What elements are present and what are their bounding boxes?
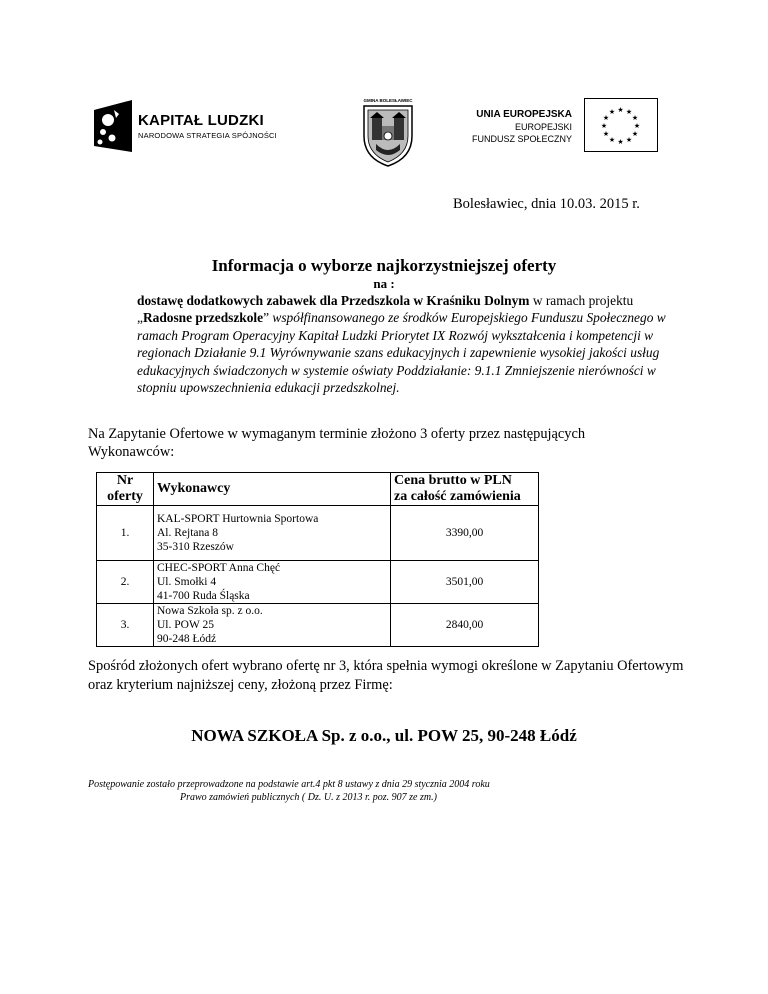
legal-footnote: [88, 778, 688, 804]
eu-fund-label-1: EUROPEJSKI: [514, 122, 572, 132]
header-cena-line2: za całość zamówienia: [394, 489, 521, 504]
svg-text:★: ★: [608, 108, 616, 116]
table-row: [97, 604, 539, 647]
offer-price: 3501,00: [391, 561, 539, 604]
svg-text:★: ★: [617, 138, 624, 146]
svg-text:★: ★: [625, 108, 633, 116]
offer-contractor: [154, 604, 391, 647]
svg-text:★: ★: [608, 136, 616, 144]
svg-text:★: ★: [631, 114, 639, 122]
title-na: na :: [373, 276, 395, 291]
coat-of-arms-icon: [358, 96, 418, 168]
kapital-ludzki-logo: [92, 98, 292, 154]
eu-flag-icon: [584, 98, 658, 152]
footnote-line-1: Postępowanie zostało przeprowadzone na podstawie art.4 pkt 8 ustawy z dnia 29 stycznia 2004 roku: [88, 779, 490, 790]
svg-text:★: ★: [633, 122, 641, 130]
svg-text:★: ★: [625, 136, 633, 144]
table-row: [97, 506, 539, 561]
header-nr-line2: oferty: [107, 489, 143, 504]
offer-price: 3390,00: [391, 506, 539, 561]
description-subject: dostawę dodatkowych zabawek dla Przedszkola w Kraśniku Dolnym: [137, 293, 530, 308]
contractor-line: 35-310 Rzeszów: [157, 541, 234, 553]
result-paragraph: Spośród złożonych ofert wybrano ofertę nr 3, która spełnia wymogi określone w Zapytaniu Ofertowym oraz kryterium najniższej ceny, złożoną przez Firmę:: [88, 658, 684, 693]
footnote-line-2: Prawo zamówień publicznych ( Dz. U. z 2013 r. poz. 907 ze zm.): [180, 792, 437, 803]
offer-contractor: [154, 506, 391, 561]
contractor-line: Ul. POW 25: [157, 619, 214, 631]
header-cena: [391, 473, 539, 506]
description-text-1: w ramach projektu „: [137, 293, 634, 326]
description-paragraph: [137, 292, 677, 396]
svg-text:★: ★: [631, 130, 639, 138]
header-nr-line1: Nr: [116, 473, 134, 488]
header-wykonawcy: Wykonawcy: [154, 473, 391, 506]
table-header-row: [97, 473, 539, 506]
svg-text:★: ★: [600, 122, 608, 130]
contractor-line: Ul. Smołki 4: [157, 576, 217, 588]
svg-text:★: ★: [602, 114, 610, 122]
gmina-crest-logo: [358, 96, 418, 168]
date-line: Bolesławiec, dnia 10.03. 2015 r.: [453, 196, 640, 212]
offers-table: [96, 472, 539, 647]
description-text-2: ”: [263, 310, 273, 326]
eu-text-block: [460, 108, 572, 145]
offer-nr: 3.: [97, 604, 154, 647]
contractor-line: CHEC-SPORT Anna Chęć: [157, 562, 281, 574]
document-title: Informacja o wyborze najkorzystniejszej oferty: [211, 256, 557, 275]
eu-stars-icon: [585, 99, 656, 150]
offer-nr: 2.: [97, 561, 154, 604]
contractor-line: 90-248 Łódź: [157, 633, 217, 645]
table-row: [97, 561, 539, 604]
offer-contractor: [154, 561, 391, 604]
svg-text:★: ★: [617, 106, 624, 114]
contractor-line: KAL-SPORT Hurtownia Sportowa: [157, 513, 319, 525]
intro-paragraph: Na Zapytanie Ofertowe w wymaganym terminie złożono 3 oferty przez następujących Wykonawców:: [88, 426, 586, 460]
eu-union-label: UNIA EUROPEJSKA: [476, 109, 572, 120]
kapital-ludzki-title: KAPITAŁ LUDZKI: [138, 112, 264, 129]
header-nr: [97, 473, 154, 506]
crest-label: GMINA BOLESŁAWIEC: [363, 98, 413, 103]
contractor-line: Nowa Szkoła sp. z o.o.: [157, 605, 263, 617]
offer-nr: 1.: [97, 506, 154, 561]
eu-fund-label-2: FUNDUSZ SPOŁECZNY: [471, 134, 572, 144]
header-cena-line1: Cena brutto w PLN: [394, 473, 512, 488]
contractor-line: Al. Rejtana 8: [157, 527, 218, 539]
contractor-line: 41-700 Ruda Śląska: [157, 590, 250, 602]
offer-price: 2840,00: [391, 604, 539, 647]
description-program: współfinansowanego ze środków Europejskiego Funduszu Społecznego w ramach Program Operacyjny Kapitał Ludzki Priorytet IX Rozwój wykształcenia i kompetencji w regionach Działanie 9.1 Wyrównywanie szans edukacyjnych i zapewnienie wysokiej jakości usług edukacyjnych świadczonych w systemie oświaty Poddziałanie: 9.1.1 Zmniejszenie nierówności w stopniu upowszechnienia edukacji przedszkolnej.: [137, 310, 666, 396]
svg-text:★: ★: [602, 130, 610, 138]
description-project-name: Radosne przedszkole: [142, 310, 264, 326]
kapital-ludzki-subtitle: NARODOWA STRATEGIA SPÓJNOŚCI: [138, 131, 277, 140]
winner-line: NOWA SZKOŁA Sp. z o.o., ul. POW 25, 90-248 Łódź: [191, 726, 577, 745]
kapital-ludzki-mark-icon: [92, 98, 134, 154]
